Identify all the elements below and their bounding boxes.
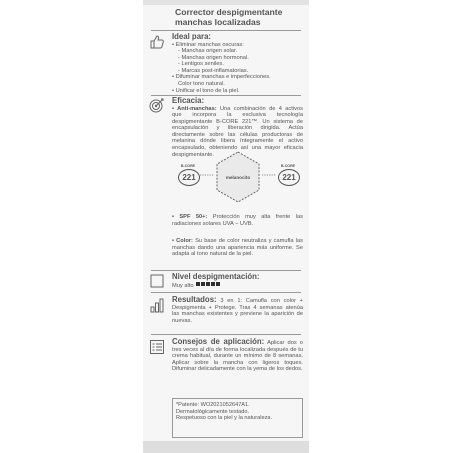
b-core-badge	[276, 164, 300, 186]
product-info-panel	[143, 0, 309, 453]
ideal-heading: Ideal para:	[172, 32, 211, 41]
divider	[151, 292, 301, 293]
page-title: Corrector despigmentante manchas localizadas	[175, 7, 283, 27]
legal-note-box	[172, 398, 303, 438]
panel-top-edge	[143, 0, 309, 5]
level-square	[211, 282, 215, 286]
divider	[151, 334, 301, 335]
anti-manchas-text: Una combinación de 4 activos que incorpora la exclusiva tecnología despigmentante B-CORE 221™. Un sistema de encapsulación y liberación dirigida. Actúa directamente sobre las células productoras de melanina dónde libera íntegramente el activo encapsulado, obteniendo así una mayor eficacia despigmentante.	[172, 105, 303, 158]
badge-number: 221	[178, 169, 200, 186]
divider	[151, 270, 301, 271]
ideal-item: Color tono natural.	[178, 81, 225, 88]
consejos-text: Aplicar dos o tres veces al día de forma localizada después de tu crema habitual, durante un mínimo de 8 semanas. Aplicar sobre la mancha con ligeros toques. Difuminar delicadamente con la yema de los dedos.	[172, 340, 303, 373]
eco-note: Respetuoso con la piel y la naturaleza.	[176, 415, 273, 422]
dotted-connector-icon	[200, 164, 214, 186]
badge-number: 221	[278, 169, 300, 186]
resultados-text: 3 en 1: Camufla con color + Despigmenta + Protege. Tras 4 semanas atenúa las manchas existentes y previene la aparición de nuevas.	[172, 298, 303, 324]
thumbs-up-icon	[149, 34, 165, 50]
level-square	[196, 282, 200, 286]
color-text: Su base de color neutraliza y camufla las manchas dando una apariencia más uniforme. Se adapta al tono natural de la piel.	[172, 238, 303, 258]
b-core-badge	[176, 164, 200, 186]
level-square	[206, 282, 210, 286]
consejos-heading: Consejos de aplicación:	[172, 337, 265, 346]
bar-chart-icon	[149, 297, 165, 313]
consejos-section	[172, 338, 303, 373]
nivel-value: Muy alto	[172, 282, 194, 289]
ideal-item: - Manchas origen solar.	[178, 48, 238, 55]
melanocito-label: melanocito	[225, 175, 251, 180]
ideal-item: - Lentigos seniles.	[178, 61, 224, 68]
eficacia-heading: Eficacia:	[172, 96, 205, 105]
ideal-item: • Eliminar manchas oscuras:	[172, 41, 244, 48]
level-square	[216, 282, 220, 286]
nivel-heading: Nivel despigmentación:	[172, 272, 260, 281]
level-square	[201, 282, 205, 286]
spf-label: • SPF 50+:	[172, 214, 208, 220]
color-block	[172, 238, 303, 258]
ideal-item: • Difuminar manchas e imperfecciones.	[172, 74, 271, 81]
color-label: • Color:	[172, 238, 193, 244]
dotted-connector-icon	[262, 164, 276, 186]
resultados-section	[172, 296, 303, 324]
ideal-item: - Manchas origen hormonal.	[178, 54, 249, 61]
empty-square-icon	[149, 273, 165, 289]
badge-label: B-CORE	[280, 164, 296, 168]
dermatology-note: Dermatológicamente testado.	[176, 408, 250, 415]
level-indicator	[195, 282, 220, 289]
spf-text: Protección muy alta frente las radiaciones solares UVA – UVB.	[172, 214, 303, 227]
badge-label: B-CORE	[180, 164, 196, 168]
target-icon	[149, 97, 165, 113]
divider	[151, 30, 301, 31]
resultados-heading: Resultados:	[172, 295, 217, 304]
ideal-section	[172, 33, 303, 94]
nivel-section	[172, 273, 303, 289]
checklist-icon	[149, 339, 165, 355]
b-core-illustration	[174, 150, 302, 208]
ideal-item: • Unificar el tono de la piel.	[172, 87, 240, 94]
panel-bottom-edge	[143, 441, 309, 453]
anti-manchas-label: • Anti-manchas:	[172, 105, 217, 112]
ideal-item: - Marcas post-inflamatorias.	[178, 67, 249, 74]
patent-note: *Patente: WO2021052647A1.	[176, 402, 250, 408]
spf-block	[172, 214, 303, 227]
